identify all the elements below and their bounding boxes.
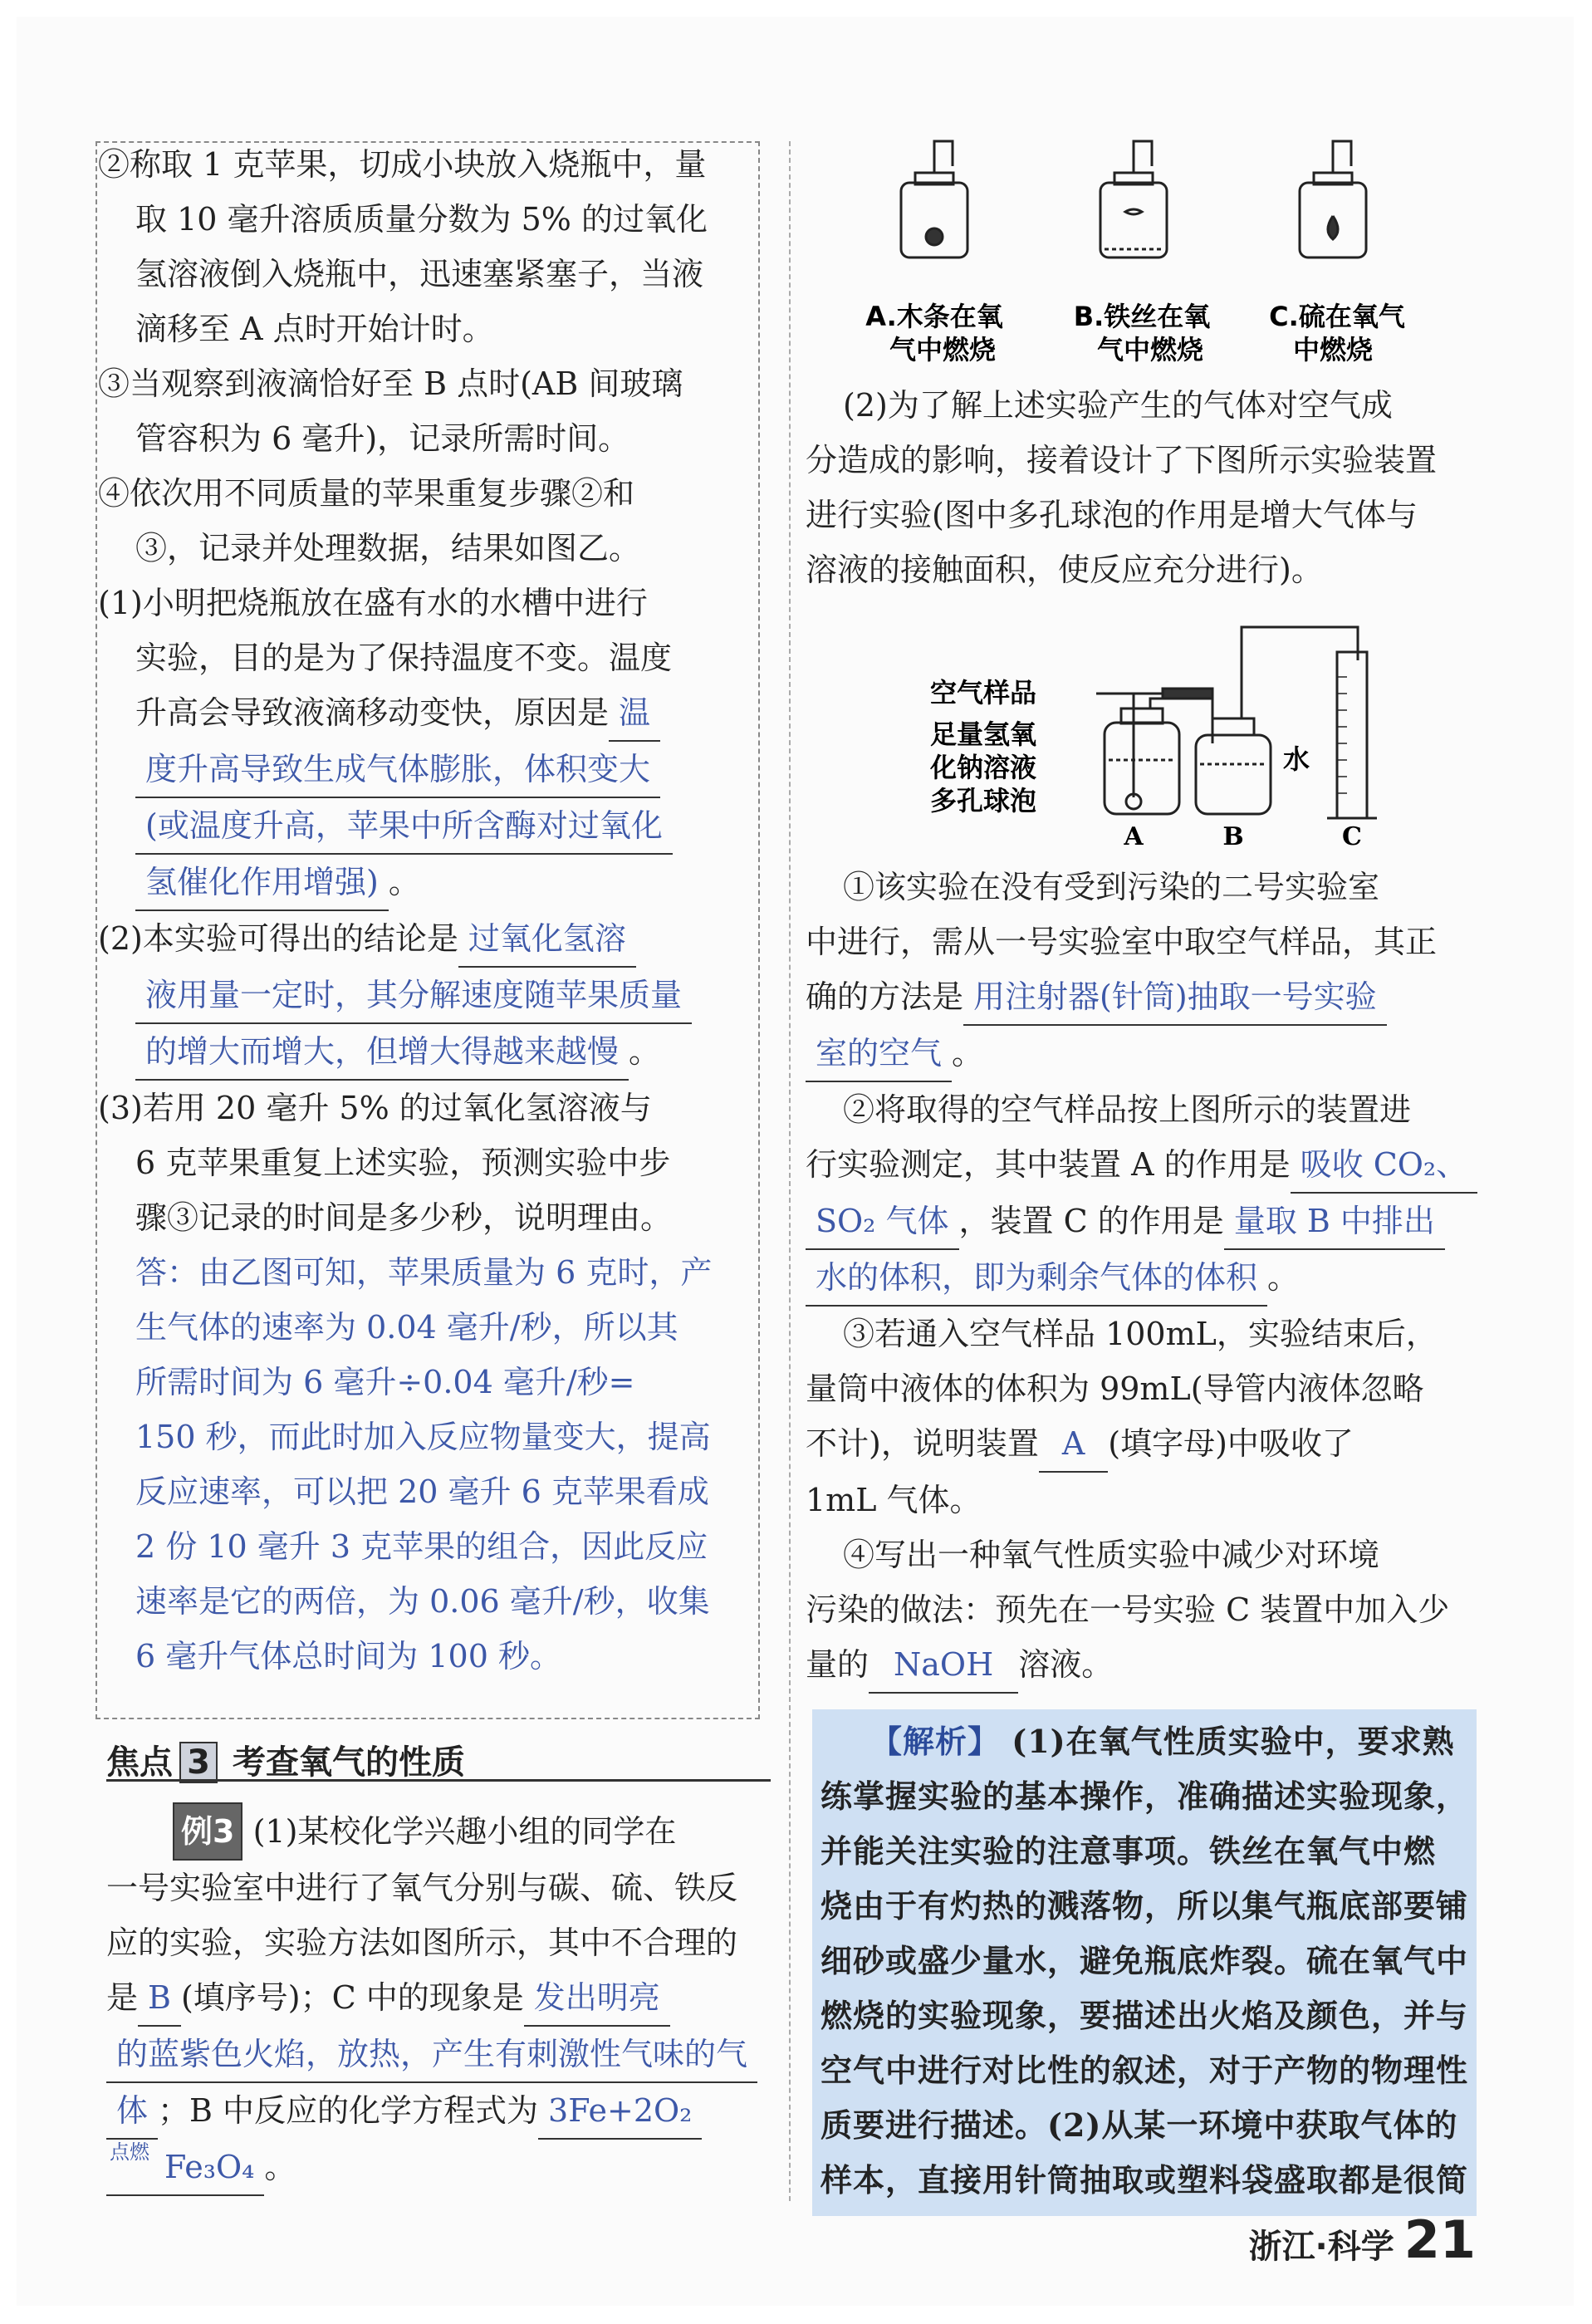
q1-answer: 温	[609, 685, 660, 742]
ex3-equation-left: 3Fe+2O₂	[538, 2083, 702, 2140]
s2-answer-a: SO₂ 气体	[806, 1194, 959, 1250]
q3-answer: 反应速率，可以把 20 毫升 6 克苹果看成	[135, 1473, 709, 1510]
ex3-text: (1)某校化学兴趣小组的同学在	[252, 1813, 677, 1850]
example-tag	[173, 1802, 242, 1861]
step-line: 滴移至 A 点时开始计时。	[135, 311, 494, 347]
step-line: 管容积为 6 毫升)，记录所需时间。	[135, 420, 630, 457]
q1-line	[98, 685, 762, 742]
p2-line: (2)为了解上述实验产生的气体对空气成	[843, 387, 1393, 424]
focus-label: 焦点	[106, 1743, 173, 1782]
focus-title: 考查氧气的性质	[233, 1743, 465, 1782]
q2-line	[98, 911, 762, 968]
q3-answer: 生气体的速率为 0.04 毫升/秒，所以其	[135, 1309, 678, 1346]
s1-answer: 用注射器(针筒)抽取一号实验	[963, 969, 1387, 1026]
label-water: 水	[1283, 743, 1310, 775]
period: 。	[388, 864, 420, 900]
q1-text: 升高会导致液滴移动变快，原因是	[135, 694, 610, 731]
s4-line	[806, 1637, 1487, 1694]
q3-answer: 速率是它的两倍，为 0.06 毫升/秒，收集	[135, 1583, 710, 1620]
period: 。	[1267, 1259, 1300, 1296]
bottle-b	[1100, 141, 1167, 257]
page-number: 21	[1403, 2209, 1476, 2270]
q2-text: (2)本实验可得出的结论是	[98, 920, 458, 957]
q1-line: 实验，目的是为了保持温度不变。温度	[135, 640, 673, 676]
q1-answer: 度升高导致生成气体膨胀，体积变大	[135, 742, 660, 798]
q3-answer: 6 毫升气体总时间为 100 秒。	[135, 1638, 561, 1674]
analysis-line: 并能关注实验的注意事项。铁丝在氧气中燃	[820, 1832, 1437, 1870]
q1-answer-line	[98, 855, 762, 911]
s2-text: ，装置 C 的作用是	[958, 1203, 1224, 1239]
ex3-text: (填序号)；C 中的现象是	[180, 1979, 524, 2016]
left-column	[98, 137, 762, 1684]
q3-line: 骤③记录的时间是多少秒，说明理由。	[135, 1199, 673, 1236]
label-c: C	[1342, 822, 1362, 851]
caption-a-2: 气中燃烧	[889, 334, 997, 365]
s2-line	[806, 1250, 1487, 1307]
s1-line	[806, 1026, 1487, 1082]
ex3-answer-c: 发出明亮	[524, 1970, 670, 2027]
s1-line: 中进行，需从一号实验室中取空气样品，其正	[806, 924, 1438, 960]
step-line: ②称取 1 克苹果，切成小块放入烧瓶中，量	[98, 146, 707, 183]
s3-answer: A	[1039, 1416, 1108, 1473]
ex3-answer-c: 的蓝紫色火焰，放热，产生有刺激性气味的气	[106, 2027, 757, 2083]
p2-line: 溶液的接触面积，使反应充分进行)。	[806, 552, 1323, 588]
s3-line: 1mL 气体。	[806, 1482, 982, 1518]
example-tag-number: 3	[213, 1813, 235, 1850]
bottle-c	[1300, 141, 1366, 257]
footer-province-subject: 浙江·科学	[1248, 2228, 1394, 2266]
analysis-box	[812, 1709, 1477, 2216]
s2-text: 行实验测定，其中装置 A 的作用是	[806, 1146, 1291, 1183]
analysis-line: 质要进行描述。(2)从某一环境中获取气体的	[820, 2106, 1458, 2144]
s2-answer-a: 吸收 CO₂、	[1291, 1137, 1478, 1194]
s4-line: 污染的做法：预先在一号实验 C 装置中加入少	[806, 1591, 1450, 1628]
ex3-line	[106, 2140, 771, 2196]
ex3-line	[106, 1970, 771, 2027]
example-tag-label: 例	[181, 1813, 213, 1850]
s4-text: 量的	[806, 1646, 869, 1683]
label-a: A	[1124, 822, 1144, 851]
q3-line: 6 克苹果重复上述实验，预测实验中步	[135, 1145, 671, 1181]
s3-text: (填字母)中吸收了	[1108, 1425, 1354, 1462]
s4-line: ④写出一种氧气性质实验中减少对环境	[843, 1537, 1380, 1573]
q2-answer-line	[98, 968, 762, 1024]
period: 。	[952, 1035, 984, 1071]
caption-c-1: C.硫在氧气	[1269, 301, 1405, 332]
ex3-answer-b: B	[138, 1970, 181, 2027]
analysis-line	[820, 1714, 1468, 1769]
step-line: 取 10 毫升溶质质量分数为 5% 的过氧化	[135, 201, 708, 238]
label-naoh-2: 化钠溶液	[930, 752, 1037, 783]
s3-line: 量筒中液体的体积为 99mL(导管内液体忽略	[806, 1370, 1424, 1407]
step-line: ③，记录并处理数据，结果如图乙。	[135, 530, 641, 566]
column-divider	[789, 141, 791, 2201]
q1-answer: (或温度升高，苹果中所含酶对过氧化	[135, 798, 673, 855]
q1-answer-line	[98, 798, 762, 855]
s2-line	[806, 1194, 1487, 1250]
q1-answer-line	[98, 742, 762, 798]
ex3-text: ；B 中反应的化学方程式为	[158, 2092, 539, 2129]
analysis-line: 烧由于有灼热的溅落物，所以集气瓶底部要铺	[820, 1887, 1469, 1924]
analysis-line: 样本，直接用针筒抽取或塑料袋盛取都是很简	[820, 2161, 1469, 2199]
s4-answer: NaOH	[869, 1637, 1018, 1694]
q3-answer: 150 秒，而此时加入反应物量变大，提高	[135, 1419, 711, 1455]
combustion-figure	[839, 133, 1470, 382]
q2-answer: 的增大而增大，但增大得越来越慢	[135, 1024, 629, 1081]
q2-answer-line	[98, 1024, 762, 1081]
label-bubble: 多孔球泡	[930, 785, 1037, 816]
label-b: B	[1222, 822, 1244, 851]
analysis-line: 练掌握实验的基本操作，准确描述实验现象，	[820, 1777, 1469, 1815]
s1-text: 确的方法是	[806, 978, 964, 1015]
focus-rule	[106, 1779, 771, 1782]
analysis-text: (1)在氧气性质实验中，要求熟	[1012, 1723, 1455, 1760]
q1-line: (1)小明把烧瓶放在盛有水的水槽中进行	[98, 585, 648, 621]
ex3-line: 应的实验，实验方法如图所示，其中不合理的	[106, 1924, 738, 1961]
step-line: ③当观察到液滴恰好至 B 点时(AB 间玻璃	[98, 365, 683, 402]
focus-number: 3	[179, 1742, 218, 1783]
s4-text: 溶液。	[1018, 1646, 1114, 1683]
page-footer	[1249, 2209, 1476, 2270]
analysis-tag: 【解析】	[870, 1723, 1001, 1760]
s3-line	[806, 1416, 1487, 1473]
s2-line	[806, 1137, 1487, 1194]
label-naoh-1: 足量氢氧	[930, 718, 1037, 750]
q3-line: (3)若用 20 毫升 5% 的过氧化氢溶液与	[98, 1090, 652, 1126]
apparatus-figure	[922, 619, 1437, 851]
analysis-line: 细砂或盛少量水，避免瓶底炸裂。硫在氧气中	[820, 1942, 1469, 1979]
s1-answer: 室的空气	[806, 1026, 952, 1082]
ex3-line	[106, 2083, 771, 2140]
ex3-answer-c: 体	[106, 2083, 158, 2140]
p2-line: 进行实验(图中多孔球泡的作用是增大气体与	[806, 497, 1418, 533]
caption-b-1: B.铁丝在氧	[1073, 301, 1211, 332]
right-column-top	[806, 378, 1487, 597]
s2-answer-c: 量取 B 中排出	[1224, 1194, 1445, 1250]
q1-answer: 氢催化作用增强)	[135, 855, 389, 911]
step-line: ④依次用不同质量的苹果重复步骤②和	[98, 475, 635, 512]
q3-answer: 所需时间为 6 毫升÷0.04 毫升/秒=	[135, 1364, 635, 1400]
example-3	[106, 1802, 771, 2196]
bottle-a	[901, 141, 967, 257]
equation-condition: 点燃	[110, 2140, 149, 2164]
s3-text: 不计)，说明装置	[806, 1425, 1039, 1462]
s3-line: ③若通入空气样品 100mL，实验结束后，	[843, 1316, 1438, 1352]
s1-line	[806, 969, 1487, 1026]
caption-a-1: A.木条在氧	[865, 301, 1003, 332]
caption-b-2: 气中燃烧	[1096, 334, 1204, 365]
q2-answer: 过氧化氢溶	[458, 911, 636, 968]
label-air-sample: 空气样品	[930, 677, 1037, 708]
analysis-line: 燃烧的实验现象，要描述出火焰及颜色，并与	[820, 1997, 1469, 2034]
focus-heading	[106, 1736, 771, 1783]
equation-product: Fe₃O₄	[164, 2149, 255, 2185]
bottle-b-apparatus	[1196, 627, 1358, 814]
q3-answer: 2 份 10 毫升 3 克苹果的组合，因此反应	[135, 1528, 708, 1565]
p2-line: 分造成的影响，接着设计了下图所示实验装置	[806, 442, 1438, 478]
period: 。	[629, 1033, 661, 1070]
analysis-line: 空气中进行对比性的叙述，对于产物的物理性	[820, 2052, 1469, 2089]
ex3-text: 是	[106, 1979, 139, 2016]
right-column-questions	[806, 860, 1487, 1694]
s1-line: ①该实验在没有受到污染的二号实验室	[843, 869, 1380, 905]
step-line: 氢溶液倒入烧瓶中，迅速塞紧塞子，当液	[135, 256, 704, 292]
caption-c-2: 中燃烧	[1292, 334, 1374, 365]
q3-answer: 答：由乙图可知，苹果质量为 6 克时，产	[135, 1254, 713, 1291]
s2-line: ②将取得的空气样品按上图所示的装置进	[843, 1091, 1412, 1128]
period: 。	[264, 2149, 296, 2185]
s2-answer-c: 水的体积，即为剩余气体的体积	[806, 1250, 1267, 1307]
graduated-cylinder	[1327, 652, 1377, 818]
ex3-line: 一号实验室中进行了氧气分别与碳、硫、铁反	[106, 1870, 738, 1906]
q2-answer: 液用量一定时，其分解速度随苹果质量	[135, 968, 692, 1024]
ex3-line	[106, 2027, 771, 2083]
ex3-line	[106, 1802, 771, 1861]
